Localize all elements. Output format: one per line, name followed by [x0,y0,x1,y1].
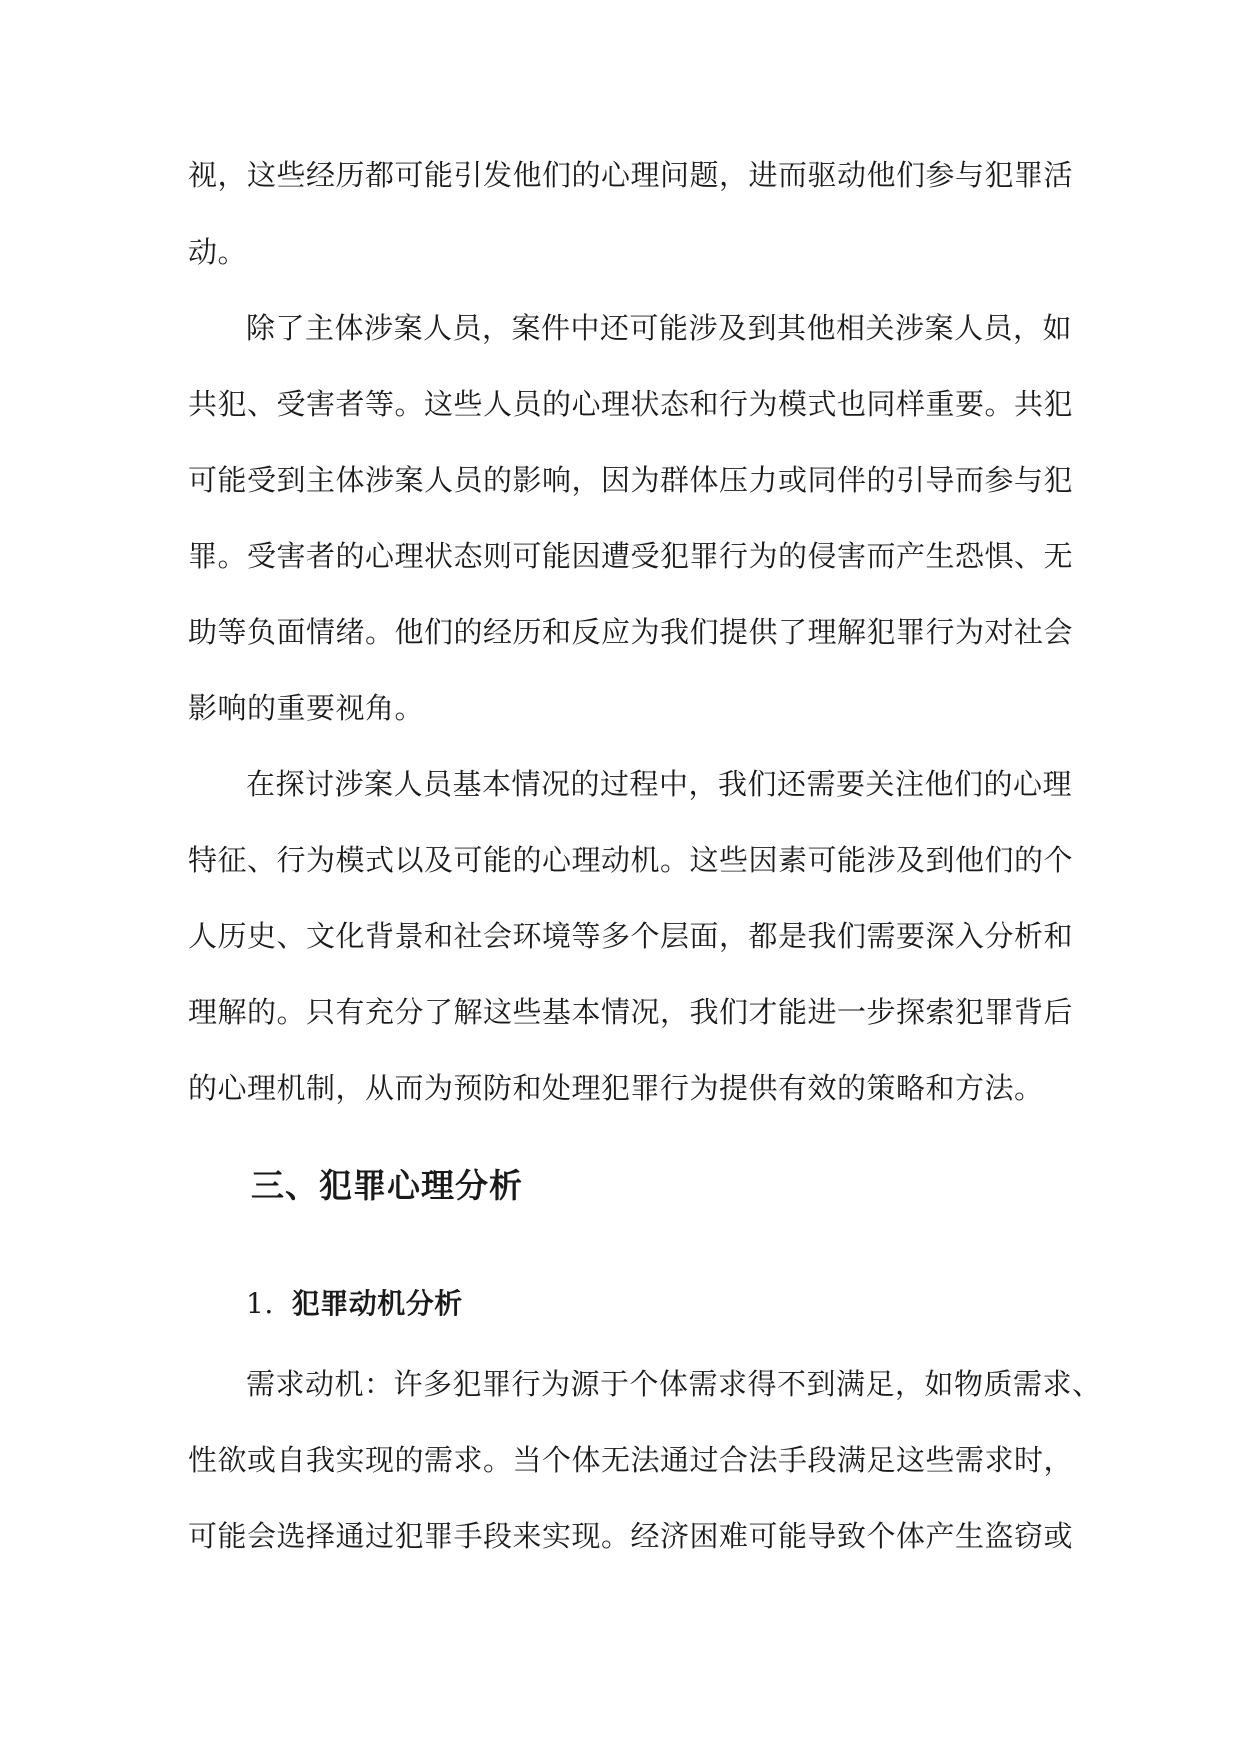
paragraph-line: 在探讨涉案人员基本情况的过程中，我们还需要关注他们的心理 [246,767,1073,801]
paragraph-line: 理解的。只有充分了解这些基本情况，我们才能进一步探索犯罪背后 [188,995,1074,1029]
paragraph-line: 罪。受害者的心理状态则可能因遭受犯罪行为的侵害而产生恐惧、无 [188,539,1074,573]
subsection-number: 1. [246,1287,274,1320]
paragraph-line: 可能会选择通过犯罪手段来实现。经济困难可能导致个体产生盗窃或 [188,1519,1074,1553]
paragraph-line: 视，这些经历都可能引发他们的心理问题，进而驱动他们参与犯罪活 [188,158,1074,192]
paragraph-line: 助等负面情绪。他们的经历和反应为我们提供了理解犯罪行为对社会 [188,615,1074,649]
paragraph-line: 除了主体涉案人员，案件中还可能涉及到其他相关涉案人员，如 [246,311,1073,345]
subsection-heading [246,1284,463,1324]
paragraph-line: 性欲或自我实现的需求。当个体无法通过合法手段满足这些需求时， [188,1443,1074,1477]
paragraph-line: 的心理机制，从而为预防和处理犯罪行为提供有效的策略和方法。 [188,1071,1044,1105]
subsection-title: 犯罪动机分析 [291,1287,463,1320]
paragraph-line: 可能受到主体涉案人员的影响，因为群体压力或同伴的引导而参与犯 [188,463,1074,497]
paragraph-line: 需求动机：许多犯罪行为源于个体需求得不到满足，如物质需求、 [246,1367,1102,1401]
paragraph-line: 动。 [188,235,248,269]
paragraph-line: 共犯、受害者等。这些人员的心理状态和行为模式也同样重要。共犯 [188,387,1074,421]
paragraph-line: 人历史、文化背景和社会环境等多个层面，都是我们需要深入分析和 [188,919,1074,953]
paragraph-line: 特征、行为模式以及可能的心理动机。这些因素可能涉及到他们的个 [188,843,1074,877]
section-heading: 三、犯罪心理分析 [251,1166,523,1205]
paragraph-line: 影响的重要视角。 [188,691,425,725]
